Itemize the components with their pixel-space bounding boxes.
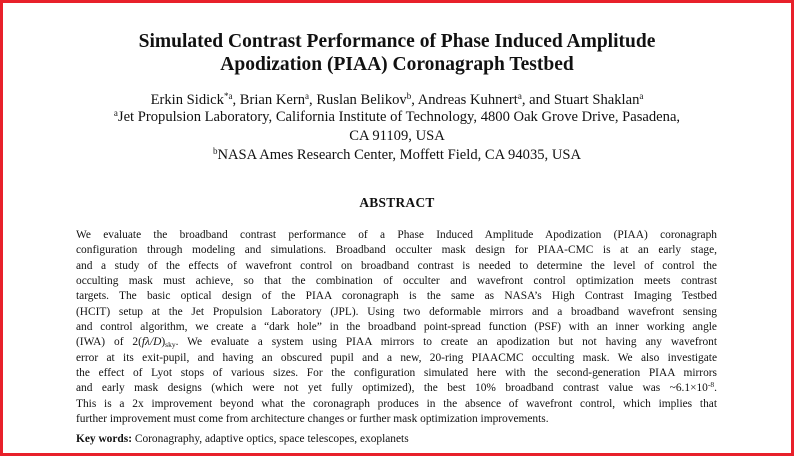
contrast-prefix: and early mask designs (which were not yet fully optimized), the best 10% broadband contrast value was ~6.1×10	[76, 382, 708, 395]
author-separator: ,	[309, 92, 317, 108]
abstract-line: (HCIT) setup at the Jet Propulsion Laboratory (JPL). Using two deformable mirrors and a broadband wavefront sensing	[76, 305, 717, 318]
author-name: Ruslan Belikov	[316, 92, 407, 108]
author-mark: a	[639, 91, 644, 101]
author-separator: ,	[232, 92, 240, 108]
abstract-line-contrast	[76, 381, 717, 396]
author-mark: a	[517, 91, 522, 101]
abstract-heading: ABSTRACT	[359, 195, 435, 210]
abstract-line: This is a 2x improvement beyond what the coronagraph produces in the absence of wavefront control, which implies that	[76, 397, 717, 410]
keywords-list: Coronagraphy, adaptive optics, space telescopes, exoplanets	[132, 433, 409, 445]
abstract-line: the effect of Lyot stops of various sizes. For the configuration simulated here with the second-generation PIAA mirrors	[76, 367, 717, 380]
abstract-line: and a study of the effects of wavefront control on broadband contrast is needed to determine the level of control the	[76, 259, 717, 272]
author-separator: ,	[411, 92, 418, 108]
author-name: Erkin Sidick	[150, 92, 224, 108]
abstract-line-iwa	[76, 335, 717, 350]
affiliation-b	[0, 146, 794, 165]
iwa-close: )	[161, 336, 166, 349]
author-name: Brian Kern	[239, 92, 306, 108]
iwa-rest: . We evaluate a system using PIAA mirrors to create an apodization but not having any wavefront	[175, 336, 717, 349]
contrast-exponent: -8	[707, 380, 715, 390]
abstract-line: error at its exit-pupil, and having an obscured pupil and a new, 20-ring PIAACMC occulting mask. We also investigate	[76, 351, 717, 364]
abstract-line: and control algorithm, we create a “dark hole” in the broadband point-spread function (PSF) with an inner working angle	[76, 321, 717, 334]
keywords-label: Key words:	[76, 433, 132, 445]
abstract-line: targets. The basic optical design of the PIAA coronagraph is the same as NASA’s High Contrast Imaging Testbed	[76, 290, 717, 303]
author-mark: *a	[223, 91, 233, 101]
abstract-body	[76, 228, 717, 427]
keywords	[76, 432, 717, 447]
paper-title-line-2: Apodization (PIAA) Coronagraph Testbed	[220, 54, 574, 75]
affiliation-b-text: NASA Ames Research Center, Moffett Field, CA 94035, USA	[217, 147, 582, 163]
affiliation-a	[0, 108, 794, 127]
paper-title-line-1: Simulated Contrast Performance of Phase Induced Amplitude	[138, 31, 656, 52]
abstract-line: occulting mask must achieve, so that the combination of occulter and wavefront control optimization meets contrast	[76, 275, 717, 288]
author-mark: a	[305, 91, 310, 101]
abstract-line: configuration through modeling and simulations. Broadband occulter mask design for PIAA-CMC is at an early stage,	[76, 244, 717, 257]
author-name: Stuart Shaklan	[553, 92, 640, 108]
contrast-suffix: .	[714, 382, 717, 395]
iwa-subscript: sky	[165, 340, 176, 350]
affiliation-a-text: Jet Propulsion Laboratory, California Institute of Technology, 4800 Oak Grove Drive, Pasadena,	[117, 109, 681, 125]
abstract-line: We evaluate the broadband contrast performance of a Phase Induced Amplitude Apodization (PIAA) coronagraph	[76, 229, 717, 241]
author-name: Andreas Kuhnert	[417, 92, 518, 108]
abstract-line: further improvement must come from architecture changes or further mask optimization improvements.	[76, 413, 549, 426]
affiliation-mark: b	[212, 146, 218, 156]
affiliation-mark: a	[113, 108, 118, 118]
iwa-expression: fλ/D	[141, 336, 162, 349]
affiliation-a-continued: CA 91109, USA	[349, 128, 445, 144]
author-mark: b	[406, 91, 412, 101]
iwa-prefix: (IWA) of 2(	[76, 336, 142, 349]
author-separator: , and	[521, 92, 554, 108]
